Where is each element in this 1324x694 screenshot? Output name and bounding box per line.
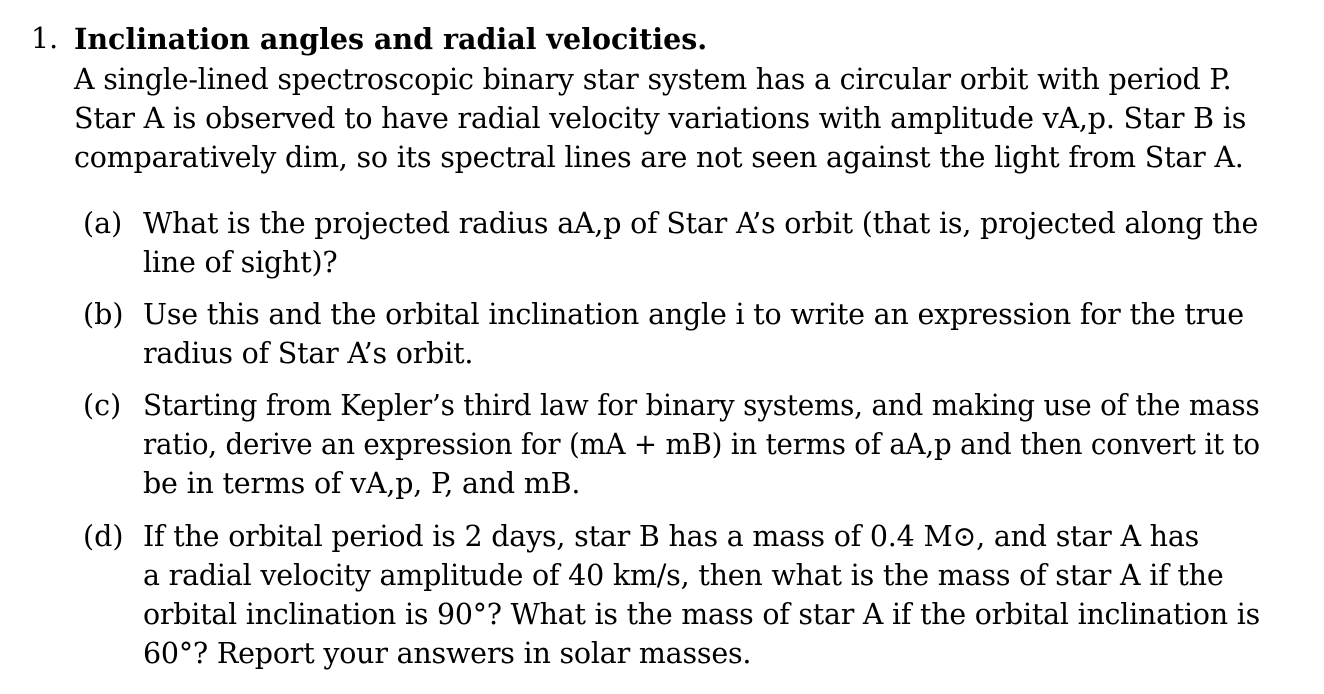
part-c-line-1: Starting from Kepler’s third law for binary systems, and making use of the mass (143, 389, 1260, 422)
intro-line-1: A single-lined spectroscopic binary star system has a circular orbit with period P. (74, 63, 1232, 96)
problem-title: Inclination angles and radial velocities. (74, 22, 708, 56)
part-a-line-2: line of sight)? (143, 246, 338, 279)
part-d-line-3: orbital inclination is 90°? What is the mass of star A if the orbital inclination is (143, 598, 1261, 631)
intro-line-3: comparatively dim, so its spectral lines are not seen against the light from Star A. (74, 141, 1244, 174)
part-d-line-4: 60°? Report your answers in solar masses. (143, 637, 752, 670)
part-d-line-1: If the orbital period is 2 days, star B has a mass of 0.4 M⊙, and star A has (143, 520, 1200, 553)
part-c-line-2: ratio, derive an expression for (mA + mB) in terms of aA,p and then convert it to (143, 428, 1260, 461)
part-b-label: (b) (83, 298, 124, 331)
part-d-line-2: a radial velocity amplitude of 40 km/s, then what is the mass of star A if the (143, 559, 1224, 592)
part-c-line-3: be in terms of vA,p, P, and mB. (143, 467, 581, 500)
part-a-label: (a) (83, 207, 123, 240)
part-b-line-2: radius of Star A’s orbit. (143, 337, 474, 370)
intro-line-2: Star A is observed to have radial velocity variations with amplitude vA,p. Star B is (74, 102, 1247, 135)
part-c-label: (c) (83, 389, 122, 422)
part-d-label: (d) (83, 520, 124, 553)
part-b-line-1: Use this and the orbital inclination angle i to write an expression for the true (143, 298, 1244, 331)
part-a-line-1: What is the projected radius aA,p of Star A’s orbit (that is, projected along the (143, 207, 1259, 240)
problem-number: 1. (31, 22, 59, 55)
